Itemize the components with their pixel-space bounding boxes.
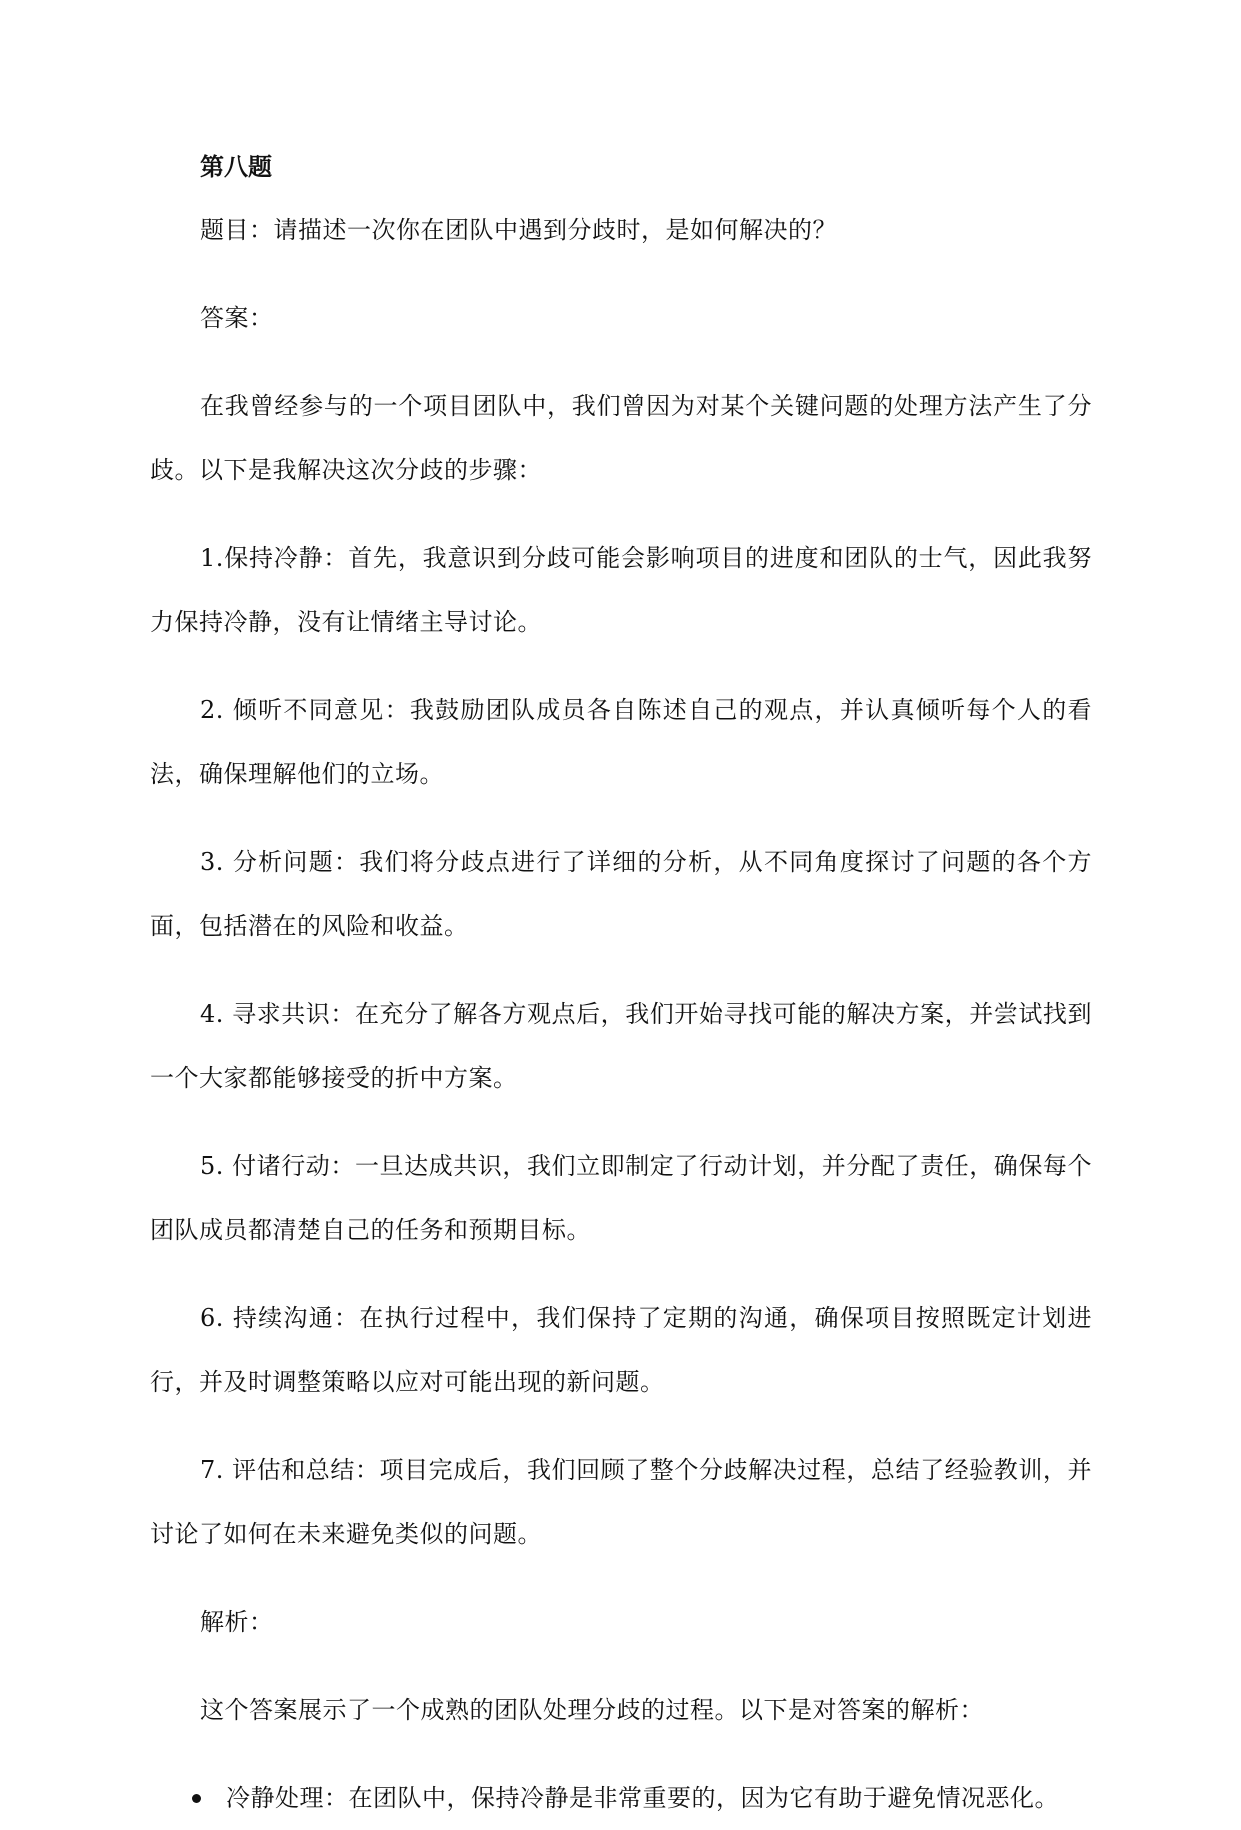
analysis-bullet-list	[150, 1766, 1092, 1830]
answer-step-2: 2. 倾听不同意见：我鼓励团队成员各自陈述自己的观点，并认真倾听每个人的看法，确保理解他们的立场。	[150, 696, 1092, 788]
answer-step-7: 7. 评估和总结：项目完成后，我们回顾了整个分歧解决过程，总结了经验教训，并讨论了如何在未来避免类似的问题。	[150, 1456, 1092, 1548]
document-body	[150, 150, 1092, 1830]
question-text: 题目：请描述一次你在团队中遇到分歧时，是如何解决的？	[200, 216, 837, 244]
answer-step-3: 3. 分析问题：我们将分歧点进行了详细的分析，从不同角度探讨了问题的各个方面，包括潜在的风险和收益。	[150, 848, 1092, 940]
answer-step-4: 4. 寻求共识：在充分了解各方观点后，我们开始寻找可能的解决方案，并尝试找到一个大家都能够接受的折中方案。	[150, 1000, 1092, 1092]
question-heading: 第八题	[200, 153, 272, 181]
analysis-intro: 这个答案展示了一个成熟的团队处理分歧的过程。以下是对答案的解析：	[200, 1696, 984, 1724]
answer-step-5: 5. 付诸行动：一旦达成共识，我们立即制定了行动计划，并分配了责任，确保每个团队成员都清楚自己的任务和预期目标。	[150, 1152, 1092, 1244]
analysis-label: 解析：	[200, 1608, 274, 1636]
answer-label: 答案：	[200, 304, 274, 332]
answer-step-1: 1.保持冷静：首先，我意识到分歧可能会影响项目的进度和团队的士气，因此我努力保持冷静，没有让情绪主导讨论。	[150, 544, 1092, 636]
answer-intro: 在我曾经参与的一个项目团队中，我们曾因为对某个关键问题的处理方法产生了分歧。以下是我解决这次分歧的步骤：	[150, 392, 1092, 484]
analysis-bullet-item	[150, 1766, 1092, 1830]
answer-step-6: 6. 持续沟通：在执行过程中，我们保持了定期的沟通，确保项目按照既定计划进行，并及时调整策略以应对可能出现的新问题。	[150, 1304, 1092, 1396]
analysis-bullet-text: 冷静处理：在团队中，保持冷静是非常重要的，因为它有助于避免情况恶化。	[226, 1784, 1059, 1812]
bullet-dot-icon	[192, 1794, 201, 1803]
